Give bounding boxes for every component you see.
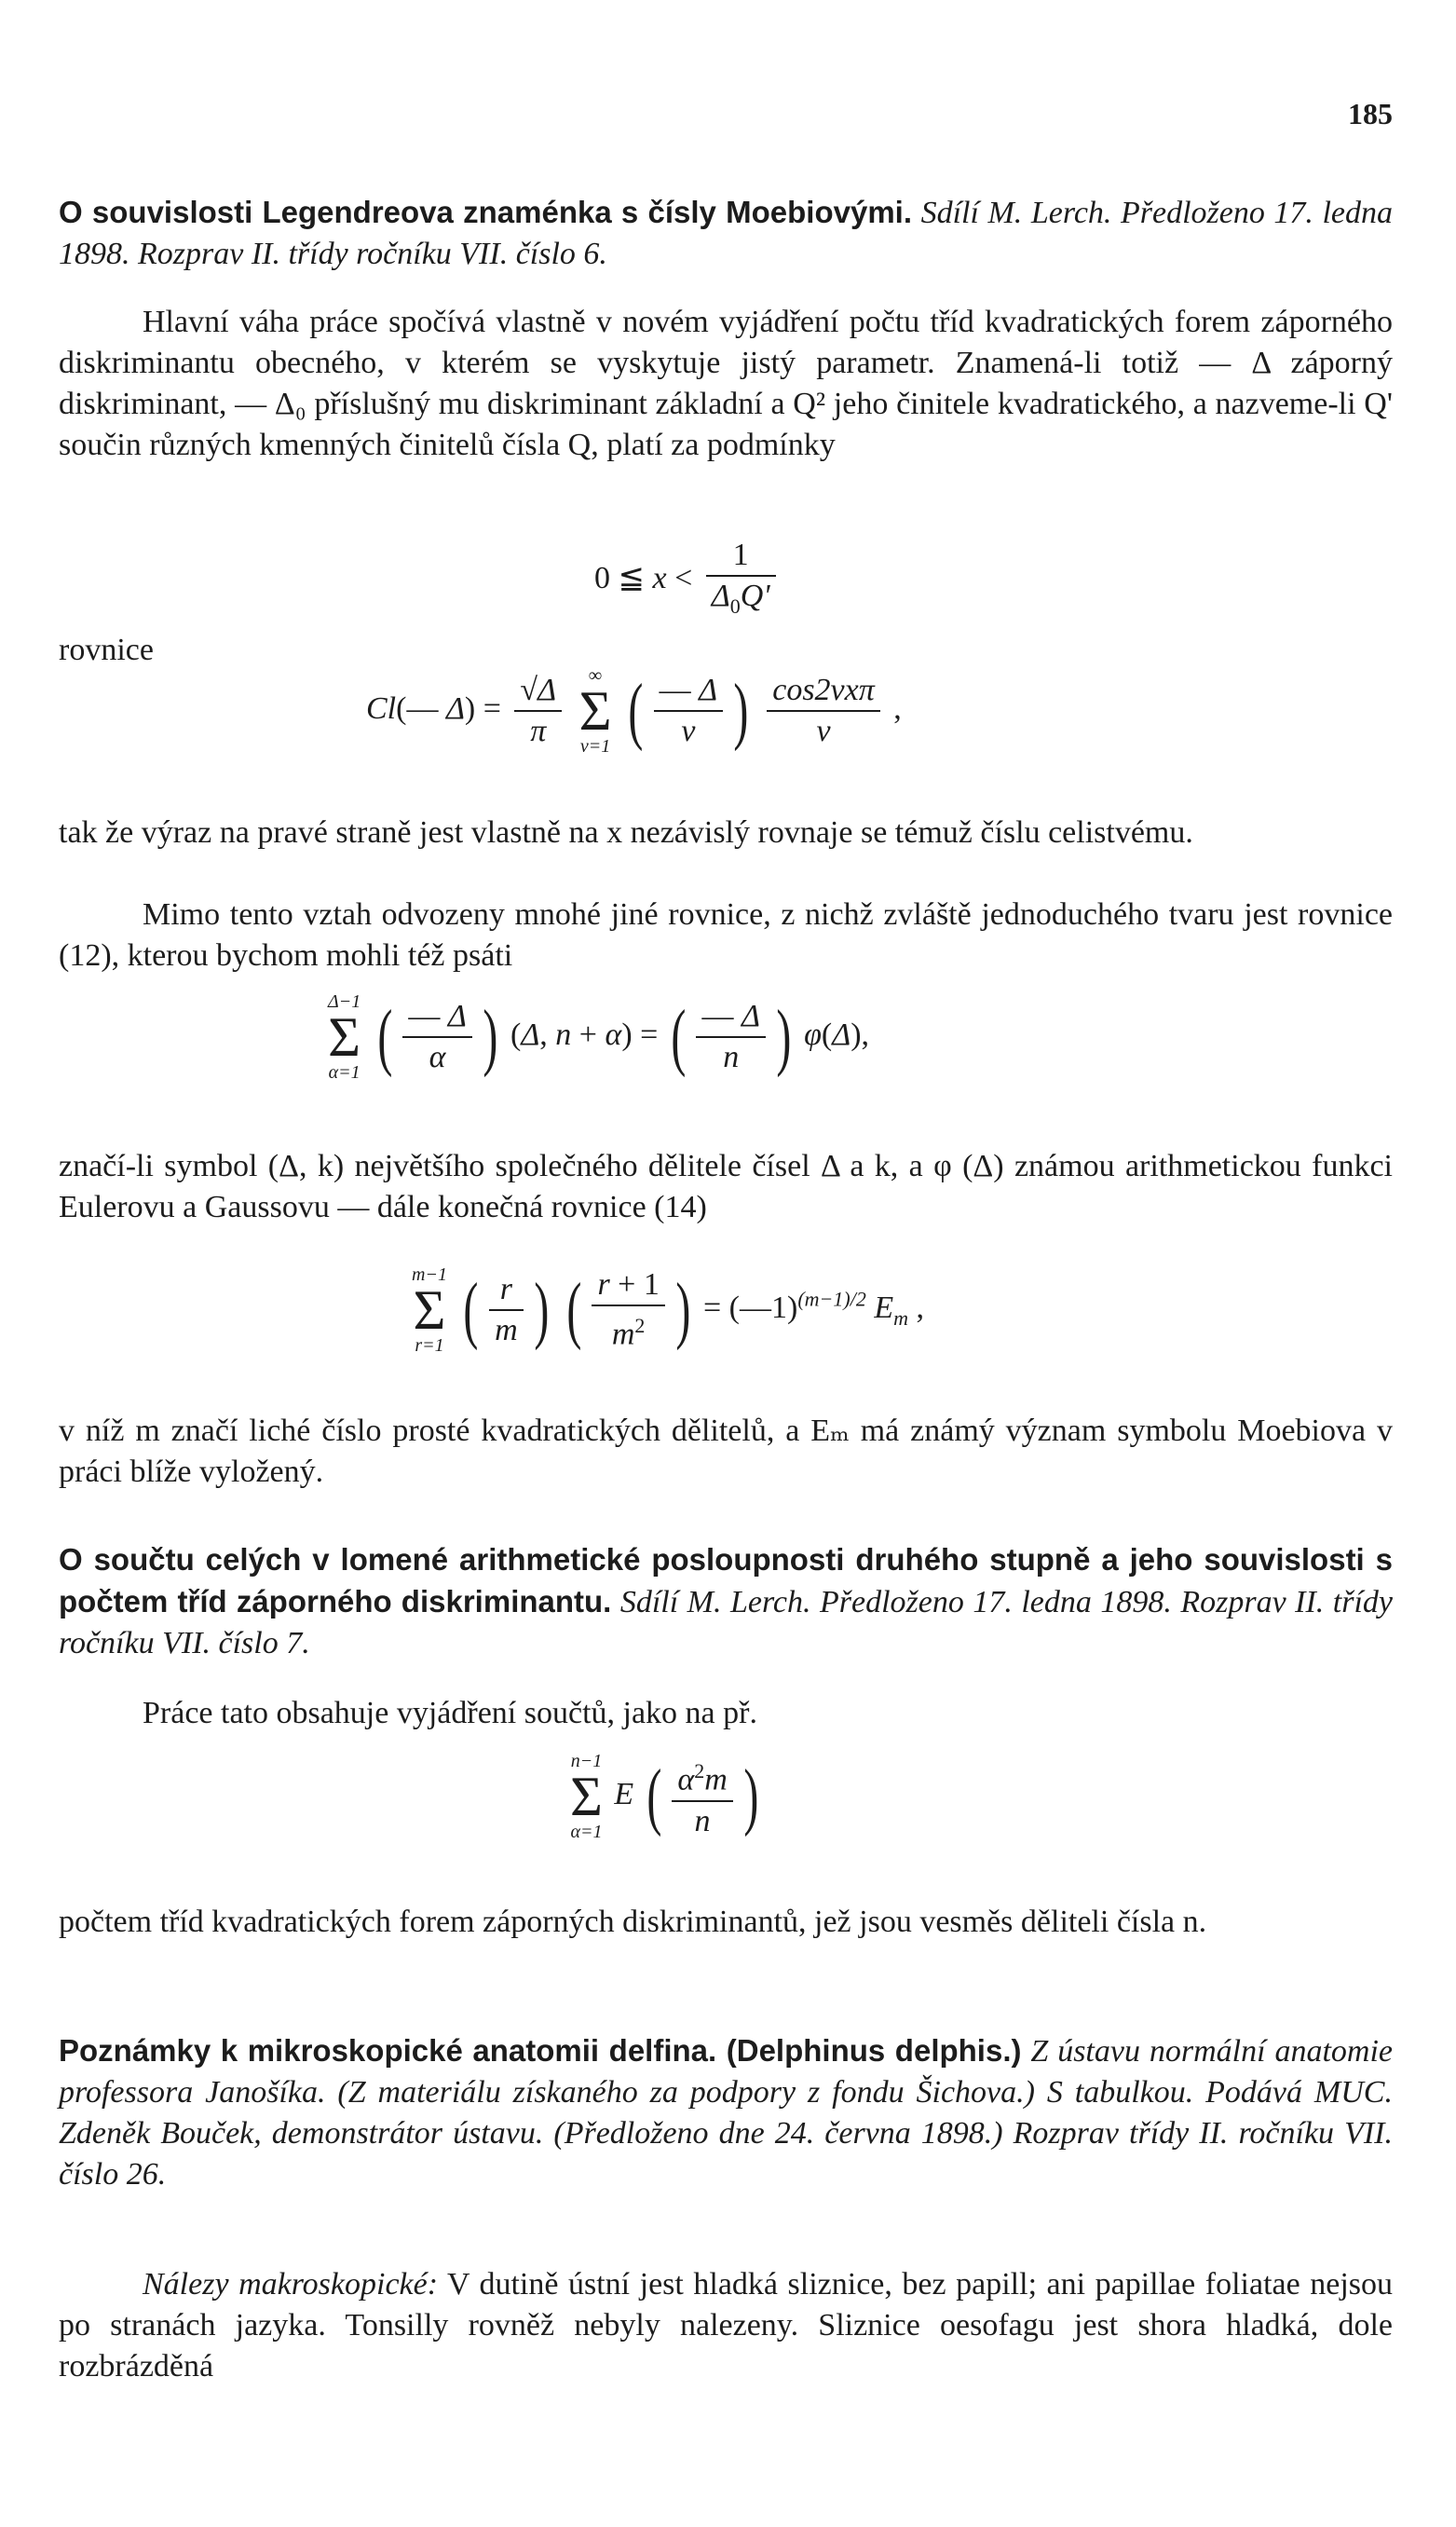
- section-1-paragraph-1: Hlavní váha práce spočívá vlastně v novém vyjádření počtu tříd kvadratických forem záporného diskriminantu obecného, v kterém se vyskytuje jistý parametr. Znamená-li totiž — Δ záporný diskriminant, — Δ₀ příslušný mu diskriminant základní a Q² jeho činitele kvadratického, a nazveme-li Q' součin různých kmenných činitelů čísla Q, platí za podmínky: [59, 305, 1393, 462]
- section-3-title: Poznámky k mikroskopické anatomii delfina. (Delphinus delphis.): [59, 2033, 1022, 2068]
- page-number: 185: [1348, 97, 1393, 130]
- section-1-paragraph-2: tak že výraz na pravé straně jest vlastně na x nezávislý rovnaje se témuž číslu celistvému.: [59, 815, 1193, 850]
- section-2-byline: Sdílí M. Lerch. Předloženo 17. ledna 1898. Rozprav II. třídy ročníku VII. číslo 7.: [59, 1585, 1393, 1660]
- section-3-text: V dutině ústní jest hladká sliznice, bez papill; ani papillae foliatae nejsou po stranách jazyka. Tonsilly rovněž nebyly nalezeny. Sliznice oesofagu jest shora hladká, dole rozbrázděná: [59, 2267, 1394, 2384]
- section-1-header: [59, 192, 1393, 275]
- formula-sum-e: n−1 Σ α=1 E ( $\frac{\alpha^2m}{n}$ ): [570, 1751, 759, 1842]
- page: [59, 0, 1393, 2527]
- label-rovnice: rovnice: [59, 633, 154, 667]
- formula-class-number: Cl(— Δ) = $\frac{√\Delta}{\pi}$ ∞ Σ ν=1 ( $\frac{— \Delta}{\nu}$ ) $\frac{\text{cos2νxπ}}{\nu}$ ,: [366, 665, 902, 757]
- section-2-paragraph-2: počtem tříd kvadratických forem záporných diskriminantů, jež jsou vesměs děliteli čísla n.: [59, 1905, 1207, 1939]
- section-3-lead: Nálezy makroskopické:: [143, 2267, 439, 2302]
- section-2-header: [59, 1539, 1393, 1664]
- section-1-paragraph-3: Mimo tento vztah odvozeny mnohé jiné rovnice, z nichž zvláště jednoduchého tvaru jest rovnice (12), kterou bychom mohli též psáti: [59, 897, 1393, 973]
- formula-condition: 0 ≦ x < $\frac{1}{\Delta_0Q'}$: [594, 536, 782, 626]
- section-3-paragraph-1: [59, 2264, 1393, 2387]
- section-2-title: O součtu celých v lomené arithmetické posloupnosti druhého stupně a jeho souvislosti s počtem tříd záporného diskriminantu.: [59, 1542, 1393, 1619]
- section-1-paragraph-5: v níž m značí liché číslo prosté kvadratických dělitelů, a Eₘ má známý význam symbolu Moebiova v práci blíže vyložený.: [59, 1414, 1393, 1489]
- section-1-paragraph-4: značí-li symbol (Δ, k) největšího společného dělitele čísel Δ a k, a φ (Δ) známou arithmetickou funkci Eulerovu a Gaussovu — dále konečná rovnice (14): [59, 1149, 1393, 1224]
- formula-equation-14: m−1 Σ r=1 ( $\frac{r}{m}$ ) ( $\frac{r + 1}{m^2}$ ) = (—1)$^{(m-1)/2}$ $E_m$ ,: [412, 1264, 924, 1356]
- section-1-byline: Sdílí M. Lerch. Předloženo 17. ledna 1898. Rozprav II. třídy ročníku VII. číslo 6.: [59, 196, 1393, 271]
- formula-equation-12: Δ−1 Σ α=1 ( $\frac{— \Delta}{\alpha}$ ) (Δ, n + α) = ( $\frac{— \Delta}{n}$ ) φ(Δ),: [328, 991, 870, 1083]
- section-3-byline: Z ústavu normální anatomie professora Janošíka. (Z materiálu získaného za podpory z fondu Šichova.) S tabulkou. Podává MUC. Zdeněk Bouček, demonstrátor ústavu. (Předloženo dne 24. června 1898.) Rozprav třídy II. ročníku VII. číslo 26.: [59, 2034, 1393, 2192]
- section-2-paragraph-1: Práce tato obsahuje vyjádření součtů, jako na př.: [143, 1696, 757, 1730]
- section-1-title: O souvislosti Legendreova znaménka s čísly Moebiovými.: [59, 195, 913, 229]
- section-3-header: [59, 2030, 1393, 2195]
